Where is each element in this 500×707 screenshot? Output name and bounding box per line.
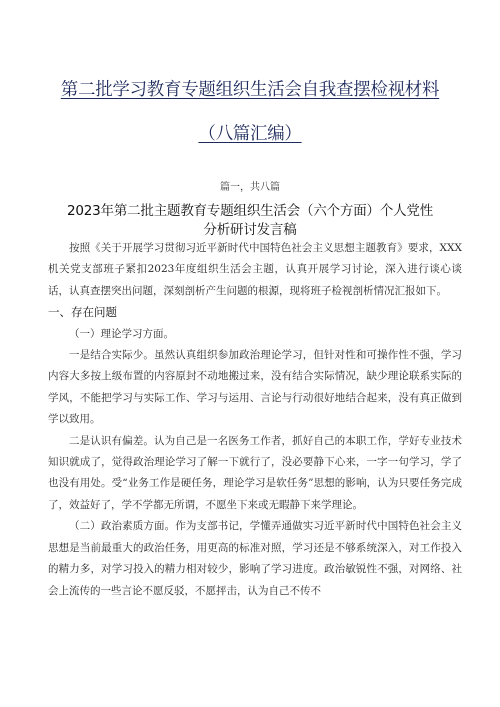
section-heading: 一、存在问题	[48, 305, 117, 320]
subsection-heading: （一）理论学习方面。	[69, 327, 174, 340]
article-title: 2023年第二批主题教育专题组织生活会（六个方面）个人党性	[66, 203, 434, 219]
article-title-continued: 分析研讨发言稿	[203, 222, 297, 238]
intro-paragraph: 按照《关于开展学习贯彻习近平新时代中国特色社会主义思想主题教育》要求，XXX机关党支部班子紧扣2023年度组织生活会主题，认真开展学习讨论，深入进行谈心谈话，认真查摆突出问题，深刻剖析产生问题的根源，现将班子检视剖析情况汇报如下。	[48, 242, 462, 297]
document-title: 第二批学习教育专题组织生活会自我查摆检视材料	[60, 80, 440, 100]
body-paragraph: 二是认识有偏差。认为自己是一名医务工作者，抓好自己的本职工作，学好专业技术知识就成了，觉得政治理论学习了解一下就行了，没必要静下心来，一字一句学习，学了也没有用处。受“业务工作是硬任务，理论学习是软任务”思想的影响，认为只要任务完成了，效益好了，学不学都无所谓，不愿坐下来或无暇静下来学理论。	[48, 434, 462, 511]
chapter-label: 篇一，共八篇	[220, 182, 280, 193]
article-body	[48, 238, 462, 602]
body-paragraph: 一是结合实际少。虽然认真组织参加政治理论学习，但针对性和可操作性不强，学习内容大多按上级布置的内容原封不动地搬过来，没有结合实际情况，缺少理论联系实际的学风，不能把学习与实际工作、学习与运用、言论与行动很好地结合起来，没有真正做到学以致用。	[48, 349, 462, 426]
body-paragraph: （二）政治素质方面。作为支部书记，学懂弄通做实习近平新时代中国特色社会主义思想是当前最重大的政治任务，用更高的标准对照，学习还是不够系统深入，对工作投入的精力多，对学习投入的精力相对较少，影响了学习进度。政治敏锐性不强，对网络、社会上流传的一些言论不愿反驳，不愿抨击，认为自己不传不	[48, 520, 462, 597]
document-title-suffix: （八篇汇编）	[198, 124, 302, 144]
